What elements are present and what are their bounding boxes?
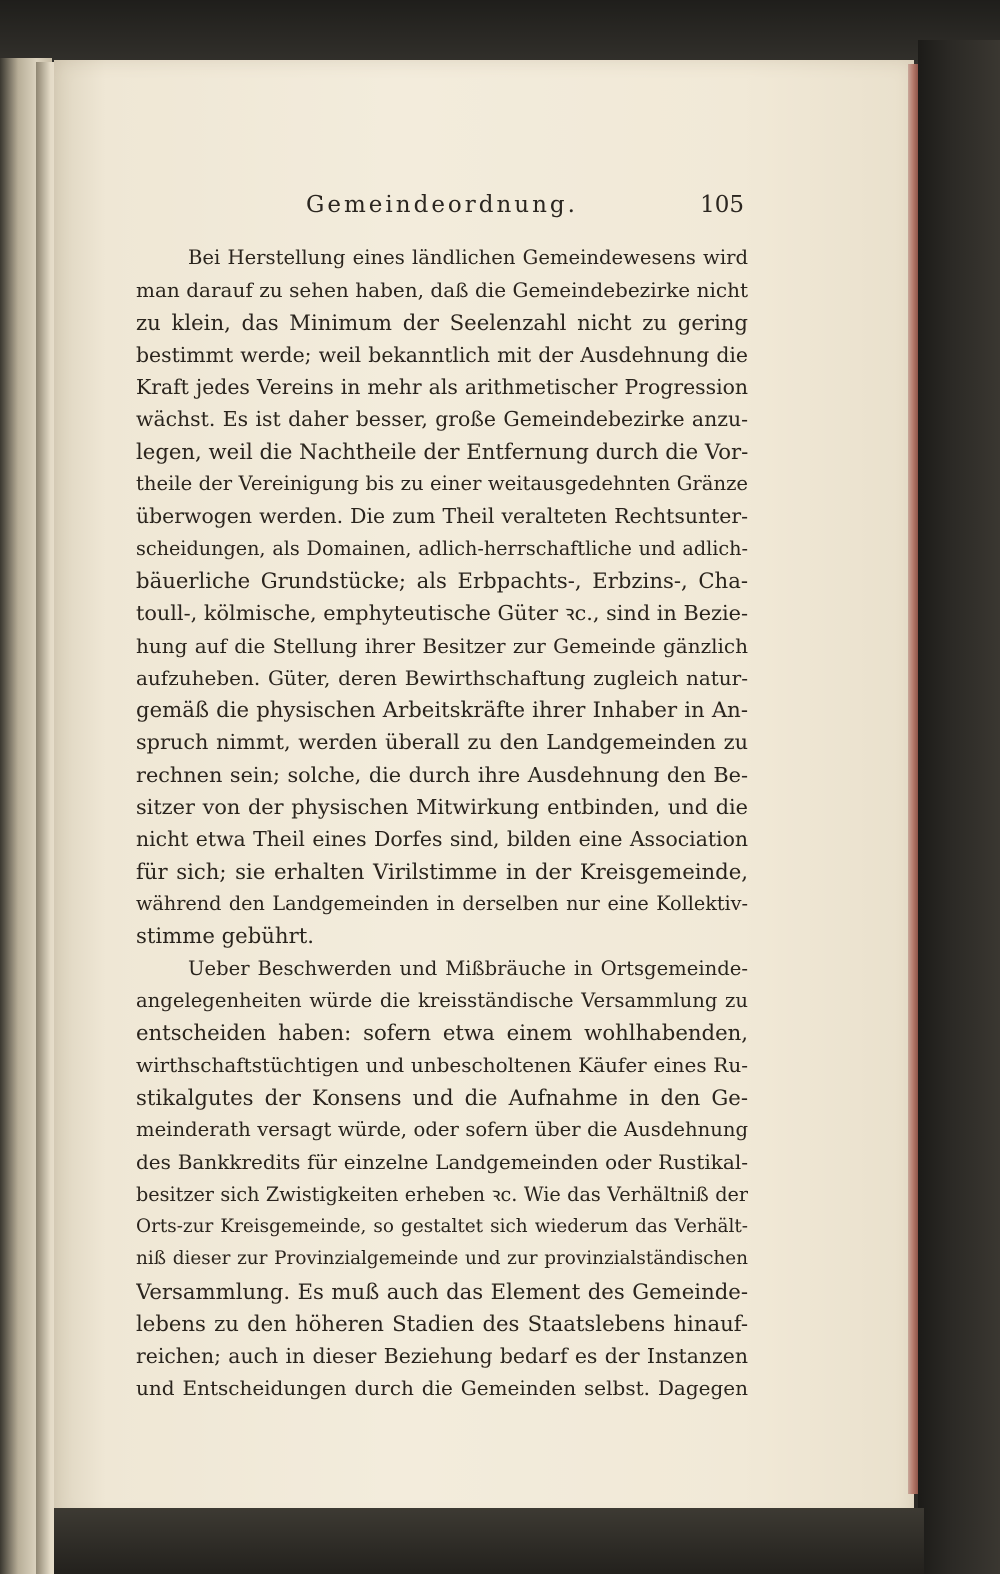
book-cover-right xyxy=(918,40,1000,1574)
text-line: reichen; auch in dieser Beziehung bedarf es der Instanzen xyxy=(136,1344,748,1369)
text-line: theile der Vereinigung bis zu einer weitausgedehnten Gränze xyxy=(136,472,748,496)
page-number: 105 xyxy=(700,192,744,218)
text-line: bäuerliche Grundstücke; als Erbpachts-, Erbzins-, Cha- xyxy=(136,567,748,593)
text-line: rechnen sein; solche, die durch ihre Ausdehnung den Be- xyxy=(136,762,748,787)
text-line: wirthschaftstüchtigen und unbescholtenen Käufer eines Ru- xyxy=(136,1053,748,1078)
text-line: entscheiden haben: sofern etwa einem wohlhabenden, xyxy=(136,1020,748,1046)
text-line: bestimmt werde; weil bekanntlich mit der Ausdehnung die xyxy=(136,342,748,367)
text-line: während den Landgemeinden in derselben nur eine Kollektiv- xyxy=(136,891,748,915)
text-line: meinderath versagt würde, oder sofern über die Ausdehnung xyxy=(136,1118,748,1142)
running-head xyxy=(140,192,744,226)
text-line: nicht etwa Theil eines Dorfes sind, bilden eine Association xyxy=(136,827,748,852)
text-line: lebens zu den höheren Stadien des Staatslebens hinauf- xyxy=(136,1310,748,1336)
text-line: Ueber Beschwerden und Mißbräuche in Ortsgemeinde- xyxy=(188,956,748,980)
book-cover-bottom xyxy=(54,1508,924,1574)
text-line: überwogen werden. Die zum Theil veralteten Rechtsunter- xyxy=(136,504,748,529)
body-text xyxy=(136,242,748,1405)
text-line: zu klein, das Minimum der Seelenzahl nicht zu gering xyxy=(136,309,748,335)
text-line: und Entscheidungen durch die Gemeinden selbst. Dagegen xyxy=(136,1376,748,1401)
text-line: niß dieser zur Provinzialgemeinde und zur provinzialständischen xyxy=(136,1248,748,1270)
text-line: gemäß die physischen Arbeitskräfte ihrer Inhaber in An- xyxy=(136,697,748,723)
text-line: besitzer sich Zwistigkeiten erheben ꝛc. Wie das Verhältniß der xyxy=(136,1182,748,1206)
text-line: toull-, kölmische, emphyteutische Güter ꝛc., sind in Bezie- xyxy=(136,601,748,626)
text-line: hung auf die Stellung ihrer Besitzer zur Gemeinde gänzlich xyxy=(136,633,748,658)
text-line: man darauf zu sehen haben, daß die Gemeindebezirke nicht xyxy=(136,278,748,303)
text-line: angelegenheiten würde die kreisständische Versammlung zu xyxy=(136,988,748,1012)
page-edges-red xyxy=(908,64,918,1494)
text-line: aufzuheben. Güter, deren Bewirthschaftung zugleich natur- xyxy=(136,665,748,690)
text-line: Orts-zur Kreisgemeinde, so gestaltet sich wiederum das Verhält- xyxy=(136,1215,748,1237)
text-line: scheidungen, als Domainen, adlich-herrschaftliche und adlich- xyxy=(136,536,748,560)
text-line: des Bankkredits für einzelne Landgemeinden oder Rustikal- xyxy=(136,1150,748,1175)
text-line: legen, weil die Nachtheile der Entfernung durch die Vor- xyxy=(136,438,748,464)
text-line: sitzer von der physischen Mitwirkung entbinden, und die xyxy=(136,795,748,820)
text-line: spruch nimmt, werden überall zu den Landgemeinden zu xyxy=(136,730,748,755)
text-line: Versammlung. Es muß auch das Element des Gemeinde- xyxy=(136,1278,748,1304)
text-line: stimme gebührt. xyxy=(136,923,314,949)
text-line: für sich; sie erhalten Virilstimme in der Kreisgemeinde, xyxy=(136,858,748,884)
text-line: stikalgutes der Konsens und die Aufnahme in den Ge- xyxy=(136,1084,748,1110)
text-line: Kraft jedes Vereins in mehr als arithmetischer Progression xyxy=(136,375,748,400)
text-line: wächst. Es ist daher besser, große Gemeindebezirke anzu- xyxy=(136,407,748,432)
text-line: Bei Herstellung eines ländlichen Gemeindewesens wird xyxy=(188,246,748,269)
running-head-title: Gemeindeordnung. xyxy=(306,192,578,218)
